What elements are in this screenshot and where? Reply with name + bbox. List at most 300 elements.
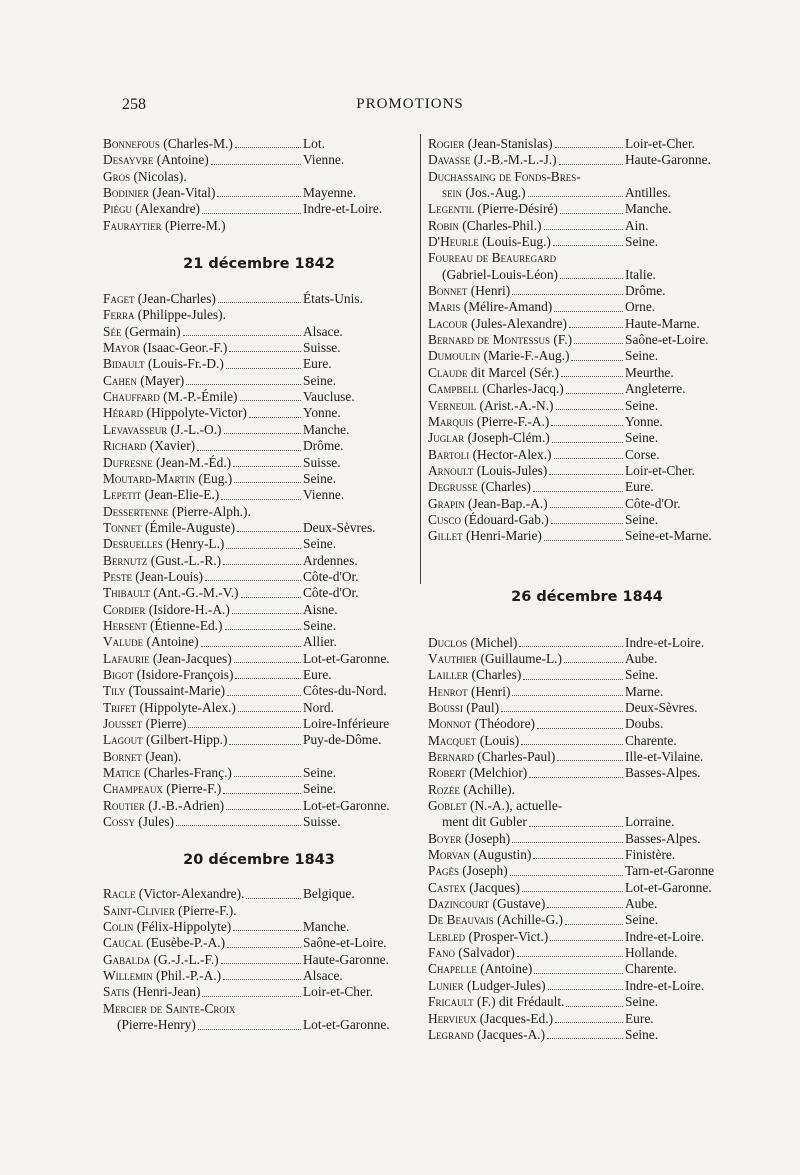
entry-origin: Eure. xyxy=(303,356,332,372)
entry-row xyxy=(428,961,746,977)
entry-given-names: (Pierre-F.) xyxy=(162,781,222,797)
leader-dots xyxy=(249,417,301,418)
entry-surname: Gabalda xyxy=(103,951,151,967)
entry-surname: Hérard xyxy=(103,405,144,421)
entry-row xyxy=(103,618,415,634)
entry-row xyxy=(103,405,415,421)
entry-name xyxy=(103,218,226,234)
entry-origin: Allier. xyxy=(303,634,337,650)
leader-dots xyxy=(569,327,623,328)
entry-origin: Charente. xyxy=(625,961,677,977)
entry-row xyxy=(103,185,415,201)
entry-row xyxy=(103,471,415,487)
leader-dots xyxy=(221,963,301,964)
leader-dots xyxy=(551,425,623,426)
entry-name xyxy=(103,422,222,438)
entry-name xyxy=(103,569,203,585)
leader-dots xyxy=(557,760,623,761)
entry-name xyxy=(103,667,233,683)
entry-name xyxy=(428,381,564,397)
entry-origin: Aisne. xyxy=(303,601,338,617)
section-heading: 21 décembre 1842 xyxy=(183,256,335,273)
entry-row xyxy=(428,978,746,994)
entry-given-names: (Achille-G.) xyxy=(493,912,563,928)
entry-row xyxy=(428,945,746,961)
entry-surname: Bonnefous xyxy=(103,136,160,151)
entry-given-names: (Pierre) xyxy=(142,716,187,731)
section-spacer xyxy=(103,830,415,852)
entry-row xyxy=(103,1001,415,1017)
entry-name xyxy=(103,919,231,935)
entry-given-names: (Théodore) xyxy=(471,716,535,732)
entry-given-names: (Pierre-Désiré) xyxy=(474,201,558,217)
entry-row xyxy=(103,651,415,667)
leader-dots xyxy=(529,777,623,778)
entry-row xyxy=(428,185,746,201)
entry-surname: Legentil xyxy=(428,201,475,217)
entry-name xyxy=(103,340,227,356)
entry-row xyxy=(103,585,415,601)
entry-surname: Bodinier xyxy=(103,185,149,201)
entry-surname: Boyer xyxy=(428,830,462,846)
entry-surname: sein xyxy=(442,185,462,201)
entry-row xyxy=(103,201,415,217)
entry-row xyxy=(103,356,415,372)
entry-name xyxy=(103,471,232,487)
entry-given-names: (Phil.-P.-A.) xyxy=(152,968,222,984)
entry-row xyxy=(428,299,746,315)
leader-dots xyxy=(202,213,301,214)
entry-surname: Dessertenne xyxy=(103,503,169,519)
entry-surname: De Beauvais xyxy=(428,912,494,928)
leader-dots xyxy=(202,996,301,997)
entry-surname: Richard xyxy=(103,438,147,454)
entry-given-names: (Charles-M.) xyxy=(159,136,233,151)
entry-name xyxy=(428,201,558,217)
entry-given-names: (Victor-Alexandre). xyxy=(135,886,245,902)
entry-origin: Puy-de-Dôme. xyxy=(303,732,382,748)
entry-origin: Seine. xyxy=(625,1026,659,1042)
entry-surname: Henrot xyxy=(428,683,468,699)
section-spacer xyxy=(103,234,415,256)
entry-origin: Marne. xyxy=(625,683,664,699)
entry-name xyxy=(103,968,221,984)
entry-name xyxy=(103,152,209,168)
leader-dots xyxy=(226,548,301,549)
entry-name xyxy=(103,389,238,405)
entry-given-names: (J.-B.-Adrien) xyxy=(144,797,225,813)
page-number: 258 xyxy=(122,96,146,113)
entry-given-names: (Gustave) xyxy=(489,896,546,912)
entry-name xyxy=(103,553,221,569)
entry-origin: Manche. xyxy=(303,421,350,437)
entry-origin: Basses-Alpes. xyxy=(625,830,701,846)
leader-dots xyxy=(198,1029,301,1030)
entry-given-names: (Henri-Marie) xyxy=(462,528,542,544)
entry-row xyxy=(103,749,415,765)
entry-name xyxy=(103,781,221,797)
leader-dots xyxy=(246,898,301,899)
entry-name xyxy=(428,348,569,364)
entry-row xyxy=(103,634,415,650)
entry-name xyxy=(428,299,552,315)
entry-origin: Saône-et-Loire. xyxy=(625,332,709,348)
entry-surname: Lacour xyxy=(428,315,468,331)
entry-origin: Yonne. xyxy=(303,405,341,421)
entry-origin: Lot-et-Garonne. xyxy=(303,797,390,813)
entry-row xyxy=(428,283,746,299)
entry-origin: Mayenne. xyxy=(303,185,357,201)
entry-origin: Suisse. xyxy=(303,454,341,470)
leader-dots xyxy=(544,540,623,541)
entry-row xyxy=(428,749,746,765)
entry-name xyxy=(103,634,199,650)
entry-given-names: (Jean-Charles) xyxy=(134,291,216,307)
entry-row xyxy=(103,903,415,919)
entry-name xyxy=(428,700,499,716)
entry-given-names: (Melchior) xyxy=(465,765,528,781)
entry-name xyxy=(428,316,567,332)
entry-surname: Dazincourt xyxy=(428,896,490,912)
entry-row xyxy=(428,398,746,414)
leader-dots xyxy=(519,646,623,647)
entry-name xyxy=(103,324,181,340)
entry-origin: Lot-et-Garonne. xyxy=(303,650,390,666)
left-column xyxy=(103,136,415,1034)
entry-surname: Lafaurie xyxy=(103,650,150,666)
entry-origin: Yonne. xyxy=(625,413,663,429)
entry-row xyxy=(428,267,746,283)
entry-row xyxy=(428,1027,746,1043)
entry-name xyxy=(103,585,239,601)
entry-origin: Côte-d'Or. xyxy=(303,585,359,601)
entry-name xyxy=(428,496,548,512)
entry-row xyxy=(103,765,415,781)
leader-dots xyxy=(554,458,623,459)
leader-dots xyxy=(555,1022,623,1023)
entry-given-names: (Salvador) xyxy=(454,945,515,961)
leader-dots xyxy=(226,368,301,369)
entry-surname: Matice xyxy=(103,765,141,781)
entry-name xyxy=(428,929,548,945)
entry-surname: Gros xyxy=(103,168,131,184)
entry-row xyxy=(103,520,415,536)
entry-origin: Eure. xyxy=(303,666,332,682)
entry-given-names: (Henri) xyxy=(467,283,511,299)
entry-origin: Loire-Inférieure xyxy=(303,716,390,731)
entry-row xyxy=(103,952,415,968)
leader-dots xyxy=(227,695,301,696)
entry-origin: Meurthe. xyxy=(625,364,674,380)
entry-origin: Haute-Marne. xyxy=(625,315,700,331)
entry-name xyxy=(428,912,563,928)
entry-surname: Pagès xyxy=(428,863,459,879)
entry-name xyxy=(103,886,244,902)
entry-origin: Loir-et-Cher. xyxy=(625,462,696,478)
entry-origin: Alsace. xyxy=(303,323,343,339)
entry-origin: Loir-et-Cher. xyxy=(625,136,696,151)
entry-name xyxy=(103,356,224,372)
section-spacer xyxy=(103,272,415,291)
entry-name xyxy=(428,667,521,683)
entry-given-names: (Xavier) xyxy=(146,438,196,454)
entry-given-names: (N.-A.), actuelle- xyxy=(466,798,563,814)
entry-row xyxy=(428,1011,746,1027)
leader-dots xyxy=(233,930,301,931)
section-heading: 20 décembre 1843 xyxy=(183,852,335,869)
entry-origin: Basses-Alpes. xyxy=(625,765,701,781)
entry-given-names: (Joseph) xyxy=(458,863,508,879)
entry-surname: Degrusse xyxy=(428,479,478,495)
entry-origin: Italie. xyxy=(625,266,656,282)
entry-given-names: (Achille). xyxy=(459,781,515,797)
leader-dots xyxy=(566,393,623,394)
entry-row xyxy=(428,798,746,814)
entry-row xyxy=(103,798,415,814)
entry-given-names: (Pierre-F.-A.) xyxy=(473,413,550,429)
entry-row xyxy=(428,831,746,847)
entry-origin: Seine. xyxy=(303,781,337,797)
leader-dots xyxy=(183,335,301,336)
entry-row xyxy=(103,984,415,1000)
entry-surname: Legrand xyxy=(428,1026,474,1042)
section-heading: 26 décembre 1844 xyxy=(511,588,663,605)
entry-surname: Thibault xyxy=(103,585,150,601)
leader-dots xyxy=(229,351,301,352)
entry-row xyxy=(103,716,415,732)
entry-row xyxy=(428,414,746,430)
entry-row xyxy=(103,700,415,716)
entry-name xyxy=(117,1017,196,1033)
entry-given-names: (Henri-Jean) xyxy=(129,984,201,1000)
leader-dots xyxy=(224,433,301,434)
entry-given-names: (Prosper-Vict.) xyxy=(465,928,549,944)
leader-dots xyxy=(176,825,301,826)
entry-row xyxy=(428,250,746,266)
entry-given-names: (J.-L.-O.) xyxy=(167,421,222,437)
entry-name xyxy=(428,945,515,961)
leader-dots xyxy=(521,744,623,745)
leader-dots xyxy=(552,442,623,443)
entry-given-names: (Augustin) xyxy=(470,847,532,863)
leader-dots xyxy=(235,678,301,679)
entry-surname: Bidault xyxy=(103,356,145,372)
leader-dots xyxy=(574,343,623,344)
entry-name xyxy=(103,307,226,323)
leader-dots xyxy=(225,629,301,630)
entry-given-names: (Jean-Stanislas) xyxy=(464,136,553,151)
entry-row xyxy=(428,635,746,651)
entry-origin: Loir-et-Cher. xyxy=(303,984,374,1000)
entry-surname: Peste xyxy=(103,568,132,584)
entry-row xyxy=(428,136,746,152)
entry-row xyxy=(428,496,746,512)
leader-dots xyxy=(237,531,301,532)
entry-row xyxy=(428,152,746,168)
leader-dots xyxy=(560,278,623,279)
entry-origin: Orne. xyxy=(625,299,656,315)
entry-surname: Valude xyxy=(103,634,144,650)
entry-surname: Ferra xyxy=(103,307,135,323)
entry-row xyxy=(428,896,746,912)
entry-name xyxy=(103,1001,235,1017)
entry-origin: Alsace. xyxy=(303,968,343,984)
leader-dots xyxy=(211,164,301,165)
entry-name xyxy=(428,651,562,667)
entry-row xyxy=(428,994,746,1010)
entry-origin: Eure. xyxy=(625,479,654,495)
entry-origin: Seine. xyxy=(625,234,659,250)
entry-row xyxy=(103,169,415,185)
leader-dots xyxy=(517,956,623,957)
entry-row xyxy=(103,814,415,830)
entry-name xyxy=(428,994,564,1010)
entry-origin: Vienne. xyxy=(303,152,345,168)
entry-surname: Bartoli xyxy=(428,446,470,462)
entry-row xyxy=(428,316,746,332)
entry-given-names: (Antoine) xyxy=(476,961,533,977)
entry-surname: Bernard de Montessus xyxy=(428,332,551,348)
entry-row xyxy=(103,732,415,748)
entry-given-names: (Félix-Hippolyte) xyxy=(133,919,232,935)
entry-origin: Lorraine. xyxy=(625,814,675,830)
leader-dots xyxy=(205,580,301,581)
entry-name xyxy=(428,961,532,977)
entry-surname: Lepetit xyxy=(103,487,142,503)
entry-surname: Bonnet xyxy=(428,283,468,299)
entry-name xyxy=(103,373,184,389)
entry-surname: Arnoult xyxy=(428,462,474,478)
entry-name xyxy=(428,398,554,414)
entry-surname: Mercier de Sainte-Croix xyxy=(103,1000,236,1016)
leader-dots xyxy=(234,776,301,777)
entry-given-names: (Étienne-Ed.) xyxy=(146,617,223,633)
entry-origin: Charente. xyxy=(625,732,677,748)
entry-row xyxy=(428,348,746,364)
entry-given-names: (Joseph) xyxy=(461,830,511,846)
entry-name xyxy=(442,814,527,830)
entry-row xyxy=(428,667,746,683)
leader-dots xyxy=(547,907,623,908)
entry-given-names: (F.) xyxy=(550,332,573,348)
leader-dots xyxy=(559,164,623,165)
entry-surname: Lailler xyxy=(428,667,469,683)
entry-origin: Seine. xyxy=(625,397,659,413)
entry-surname: Colin xyxy=(103,919,134,935)
entry-row xyxy=(103,935,415,951)
entry-given-names: (Jean-Elie-E.) xyxy=(141,487,220,503)
entry-surname: Claude xyxy=(428,364,468,380)
entry-surname: Hervieux xyxy=(428,1010,477,1026)
entry-origin: Côtes-du-Nord. xyxy=(303,683,387,699)
entry-origin: Seine. xyxy=(625,511,659,527)
entry-origin: Deux-Sèvres. xyxy=(303,519,376,535)
entry-surname: Marquis xyxy=(428,413,474,429)
leader-dots xyxy=(218,302,301,303)
entry-origin: Côte-d'Or. xyxy=(303,568,359,584)
section-spacer xyxy=(428,605,746,635)
leader-dots xyxy=(232,613,301,614)
entry-name xyxy=(103,602,230,618)
entry-row xyxy=(103,667,415,683)
entry-row xyxy=(103,373,415,389)
entry-given-names: (G.-J.-L.-F.) xyxy=(150,951,219,967)
entry-given-names: (Philippe-Jules). xyxy=(134,307,226,323)
entry-row xyxy=(103,340,415,356)
entry-name xyxy=(428,782,515,798)
entry-given-names: (Arist.-A.-N.) xyxy=(476,397,554,413)
entry-origin: Manche. xyxy=(625,201,672,217)
entry-surname: Racle xyxy=(103,886,136,902)
entry-given-names: (Louis-Eug.) xyxy=(478,234,551,250)
entry-row xyxy=(428,716,746,732)
entry-surname: Dumoulin xyxy=(428,348,481,364)
entry-name xyxy=(428,463,547,479)
entry-given-names: (Jos.-Aug.) xyxy=(462,185,526,201)
entry-name xyxy=(428,1027,545,1043)
entry-row xyxy=(428,912,746,928)
entry-origin: Seine. xyxy=(303,470,337,486)
entry-origin: Indre-et-Loire. xyxy=(625,928,705,944)
entry-surname: Gillet xyxy=(428,528,463,544)
leader-dots xyxy=(226,809,301,810)
leader-dots xyxy=(547,1038,623,1039)
entry-origin: Indre-et-Loire. xyxy=(303,201,383,217)
entry-name xyxy=(428,152,557,168)
entry-origin: Nord. xyxy=(303,699,334,715)
entry-given-names: (Marie-F.-Aug.) xyxy=(480,348,570,364)
entry-surname: Cordier xyxy=(103,601,146,617)
entry-surname: Chapelle xyxy=(428,961,477,977)
entry-row xyxy=(428,651,746,667)
leader-dots xyxy=(522,891,623,892)
entry-origin: Seine. xyxy=(303,765,337,781)
entry-given-names: (Charles) xyxy=(477,479,531,495)
entry-origin: Vienne. xyxy=(303,487,345,503)
entry-given-names: (Édouard-Gab.) xyxy=(460,511,549,527)
entry-row xyxy=(428,528,746,544)
entry-given-names: (Jean-Vital) xyxy=(148,185,216,201)
entry-surname: Rogier xyxy=(428,136,465,151)
leader-dots xyxy=(227,947,301,948)
entry-given-names: (Louis-Jules) xyxy=(473,462,548,478)
entry-row xyxy=(428,218,746,234)
entry-origin: Manche. xyxy=(303,919,350,935)
leader-dots xyxy=(549,474,623,475)
entry-name xyxy=(103,716,186,732)
entry-row xyxy=(428,463,746,479)
leader-dots xyxy=(553,245,623,246)
entry-given-names: (Jean-Louis) xyxy=(131,568,203,584)
entry-given-names: (Antoine) xyxy=(143,634,199,650)
entry-name xyxy=(428,847,531,863)
entry-given-names: (Jean-Jacques) xyxy=(149,650,232,666)
entry-origin: Haute-Garonne. xyxy=(303,951,389,967)
entry-given-names: (F.) dit Frédault. xyxy=(473,994,565,1010)
entry-given-names: (Jean-Bap.-A.) xyxy=(464,495,548,511)
entry-name xyxy=(428,1011,553,1027)
leader-dots xyxy=(560,213,623,214)
entry-surname: Duclos xyxy=(428,634,468,650)
entry-surname: Mayor xyxy=(103,340,140,356)
entry-origin: Aube. xyxy=(625,896,658,912)
entry-row xyxy=(428,847,746,863)
entry-given-names: (Antoine) xyxy=(153,152,209,168)
entry-name xyxy=(428,880,520,896)
leader-dots xyxy=(197,450,301,451)
entry-surname: Tonnet xyxy=(103,519,142,535)
entry-surname: Fano xyxy=(428,945,455,961)
